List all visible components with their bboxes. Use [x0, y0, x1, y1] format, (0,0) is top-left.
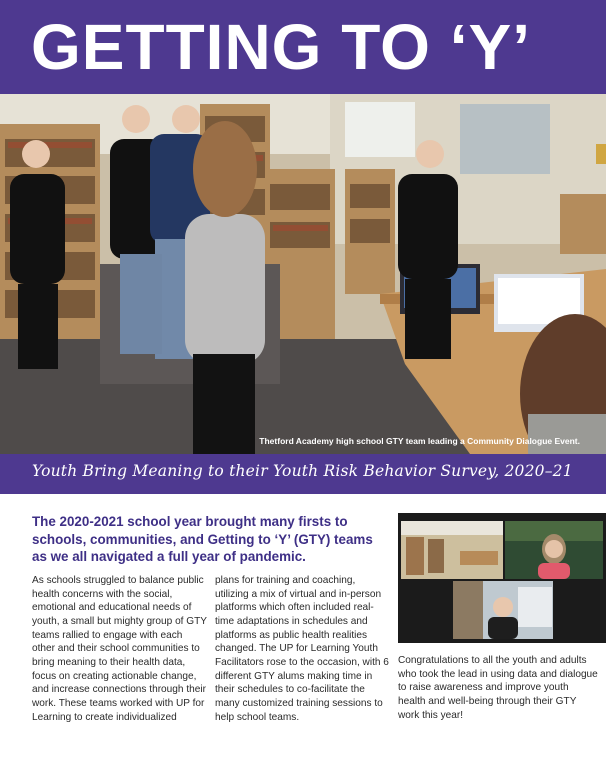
body-column-2: plans for training and coaching, utilizing a mix of virtual and in-person platforms which often included real-time adaptations in schedules and platforms as public health realities changed. The UP for Learning Youth Facilitators rose to the occasion, with 6 different GTY alums making time in their schedules to co-facilitate the many customized training sessions to help school teams.: [215, 575, 389, 723]
library-scene-image: [0, 94, 606, 454]
lede-paragraph: The 2020-2021 school year brought many firsts to schools, communities, and Getting to ‘Y’ (GTY) teams as we all navigated a full year of pandemic.: [32, 514, 373, 564]
body-column-1: As schools struggled to balance public health concerns with the social, emotional and educational needs of youth, a small but mighty group of GTY teams rallied to engage with each other and their school communities to bring meaning to their health data, focus on creating actionable change, and increase connections through their work. These teams worked with UP for Learning to create individualized: [32, 575, 207, 723]
photo-caption: Thetford Academy high school GTY team leading a Community Dialogue Event.: [259, 436, 580, 446]
zoom-screenshot-image: [398, 513, 606, 643]
hero-photo: [0, 94, 606, 454]
header-banner: [0, 0, 606, 94]
page-title: GETTING TO ‘Y’: [31, 11, 531, 83]
sidebar-caption: Congratulations to all the youth and adults who took the lead in using data and dialogue to raise awareness and improve youth health and well-being through their GTY work this year!: [398, 655, 598, 721]
subtitle: Youth Bring Meaning to their Youth Risk Behavior Survey, 2020–21: [32, 462, 573, 480]
video-call-grid: [398, 513, 606, 643]
subtitle-banner: [0, 454, 606, 494]
